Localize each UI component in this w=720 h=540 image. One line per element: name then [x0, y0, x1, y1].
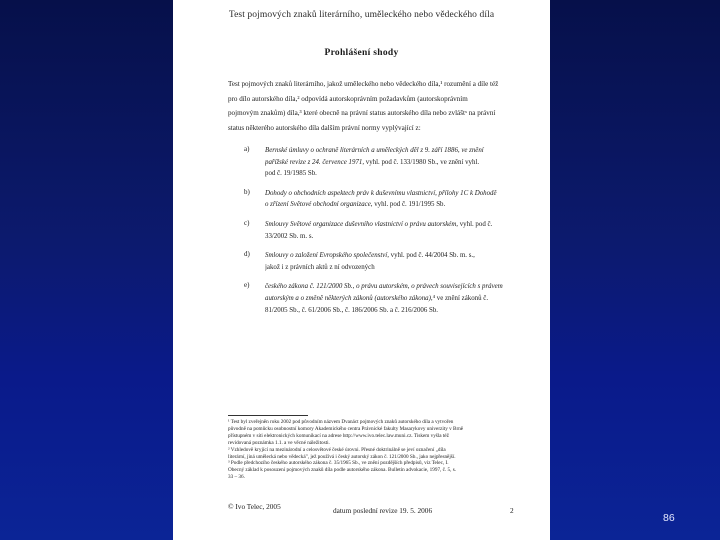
- footnote-line: ¹ Test byl zveřejněn roku 2002 pod původním názvem Dvanáct pojmových znaků autorského díla a vytvořen: [228, 419, 454, 425]
- list-item-text: [265, 250, 529, 273]
- footnote-line: přístupném v síti elektronických komunikací na adrese http://www.ivo.telec.law.muni.cz. Tiskem vyšla též: [228, 432, 449, 439]
- plain-text: ⁴ ve znění zákonů č.: [432, 294, 489, 302]
- footnote-line: revidovaná poznámka 1.1. a ve věcné náležitosti.: [228, 439, 330, 446]
- list-item-line: [265, 157, 529, 169]
- legal-sources-list: [244, 145, 529, 324]
- list-item-line: [265, 262, 529, 274]
- plain-text: 33/2002 Sb. m. s.: [265, 232, 314, 240]
- footnote-divider: [228, 415, 308, 416]
- list-item-letter: b): [244, 187, 250, 196]
- italic-text: autorským a o změně některých zákonů (autorského zákona),: [265, 294, 433, 302]
- list-item-letter: e): [244, 281, 250, 290]
- intro-line: pojmovým znakům) díla,³ které obecně na právní status autorského díla nebo zvláštˣ na právní: [228, 109, 496, 118]
- footnote-line: ² Vzhledově kryjící na mezinárodní a celosvětové české úrovni. Přesné doktrinálně se jeví označení „díla: [228, 446, 446, 453]
- list-item-line: [265, 219, 529, 231]
- slide-number: 86: [663, 512, 675, 524]
- footnote-line: literární, jiná umělecká nebo vědecká", jež používá i český autorský zákon č. 121/2000 Sb., jako nejpřesnější.: [228, 453, 456, 460]
- list-item: [244, 188, 529, 211]
- list-item-text: [265, 219, 529, 242]
- footnote-line: ³ Podle předchozího českého autorského zákona č. 35/1965 Sb., ve znění pozdějších předpisů, viz Telec, I.: [228, 460, 449, 467]
- revision-date: datum poslední revize 19. 5. 2006: [333, 506, 433, 515]
- italic-text: Dohody o obchodních aspektech práv k duševnímu vlastnictví, přílohy 1C k Dohodě: [265, 189, 497, 197]
- plain-text: vyhl. pod č. 133/1980 Sb., ve znění vyhl.: [364, 158, 480, 166]
- copyright-text: © Ivo Telec, 2005: [228, 502, 281, 511]
- footnote-line: Obecný základ k posouzení pojmových znaků díla podle autorského zákona. Bulletin advokacie, 1997, č. 5, s.: [228, 467, 457, 474]
- list-item: [244, 281, 529, 316]
- document-page: [173, 0, 550, 540]
- list-item-letter: d): [244, 250, 250, 259]
- list-item-text: [265, 188, 529, 211]
- list-item-letter: a): [244, 145, 250, 153]
- footnote-line: 33 – 36.: [228, 474, 245, 481]
- intro-line: Test pojmových znaků literárního, jakož uměleckého nebo vědeckého díla,¹ rozumění a díle též: [228, 80, 499, 88]
- footnotes: [228, 419, 524, 481]
- list-item-line: [265, 281, 529, 293]
- intro-line: pro dílo autorského díla,² odpovídá autorskoprávním požadavkům (autorskoprávním: [228, 94, 468, 103]
- list-item-line: [265, 293, 529, 305]
- list-item: [244, 219, 529, 242]
- document-header: Test pojmových znaků literárního, uměleckého nebo vědeckého díla: [228, 10, 495, 20]
- italic-text: českého zákona č. 121/2000 Sb., o právu autorském, o právech souvisejících s právem: [265, 283, 503, 291]
- page-number: 2: [510, 506, 514, 515]
- italic-text: Smlouvy o založení Evropského společenství,: [265, 252, 389, 260]
- document-title: Prohlášení shody: [324, 48, 399, 58]
- plain-text: 81/2005 Sb., č. 61/2006 Sb., č. 186/2006 Sb. a č. 216/2006 Sb.: [265, 306, 439, 314]
- list-item: [244, 145, 529, 180]
- list-item-line: [265, 168, 529, 180]
- italic-text: pařížské revize z 24. července 1971,: [265, 158, 365, 166]
- plain-text: vyhl. pod č. 191/1995 Sb.: [372, 201, 446, 209]
- list-item-line: [265, 145, 529, 157]
- list-item-line: [265, 250, 529, 262]
- list-item-line: [265, 188, 529, 200]
- list-item-text: [265, 145, 529, 180]
- list-item-line: [265, 231, 529, 243]
- plain-text: vyhl. pod č.: [458, 220, 493, 228]
- list-item-letter: c): [244, 218, 250, 227]
- italic-text: o zřízení Světové obchodní organizace,: [265, 201, 373, 209]
- intro-paragraph: [228, 77, 523, 136]
- list-item-text: [265, 281, 529, 316]
- italic-text: Bernské úmluvy o ochraně literárních a uměleckých děl z 9. září 1886, ve znění: [265, 147, 484, 154]
- list-item: [244, 250, 529, 273]
- plain-text: jakož i z právních aktů z ní odvozených: [265, 263, 375, 271]
- intro-line: status některého autorského díla dalším právní normy vyplývající z:: [228, 124, 421, 133]
- italic-text: Smlouvy Světové organizace duševního vlastnictví o právu autorském,: [265, 220, 459, 228]
- list-item-line: [265, 199, 529, 211]
- plain-text: pod č. 19/1985 Sb.: [265, 170, 317, 178]
- plain-text: vyhl. pod č. 44/2004 Sb. m. s.,: [388, 252, 475, 260]
- footnote-line: původně na pomůcku osobnostní komory Akademického centra Právnické fakulty Masarykovy univerzity v Brně: [228, 425, 464, 432]
- list-item-line: [265, 305, 529, 317]
